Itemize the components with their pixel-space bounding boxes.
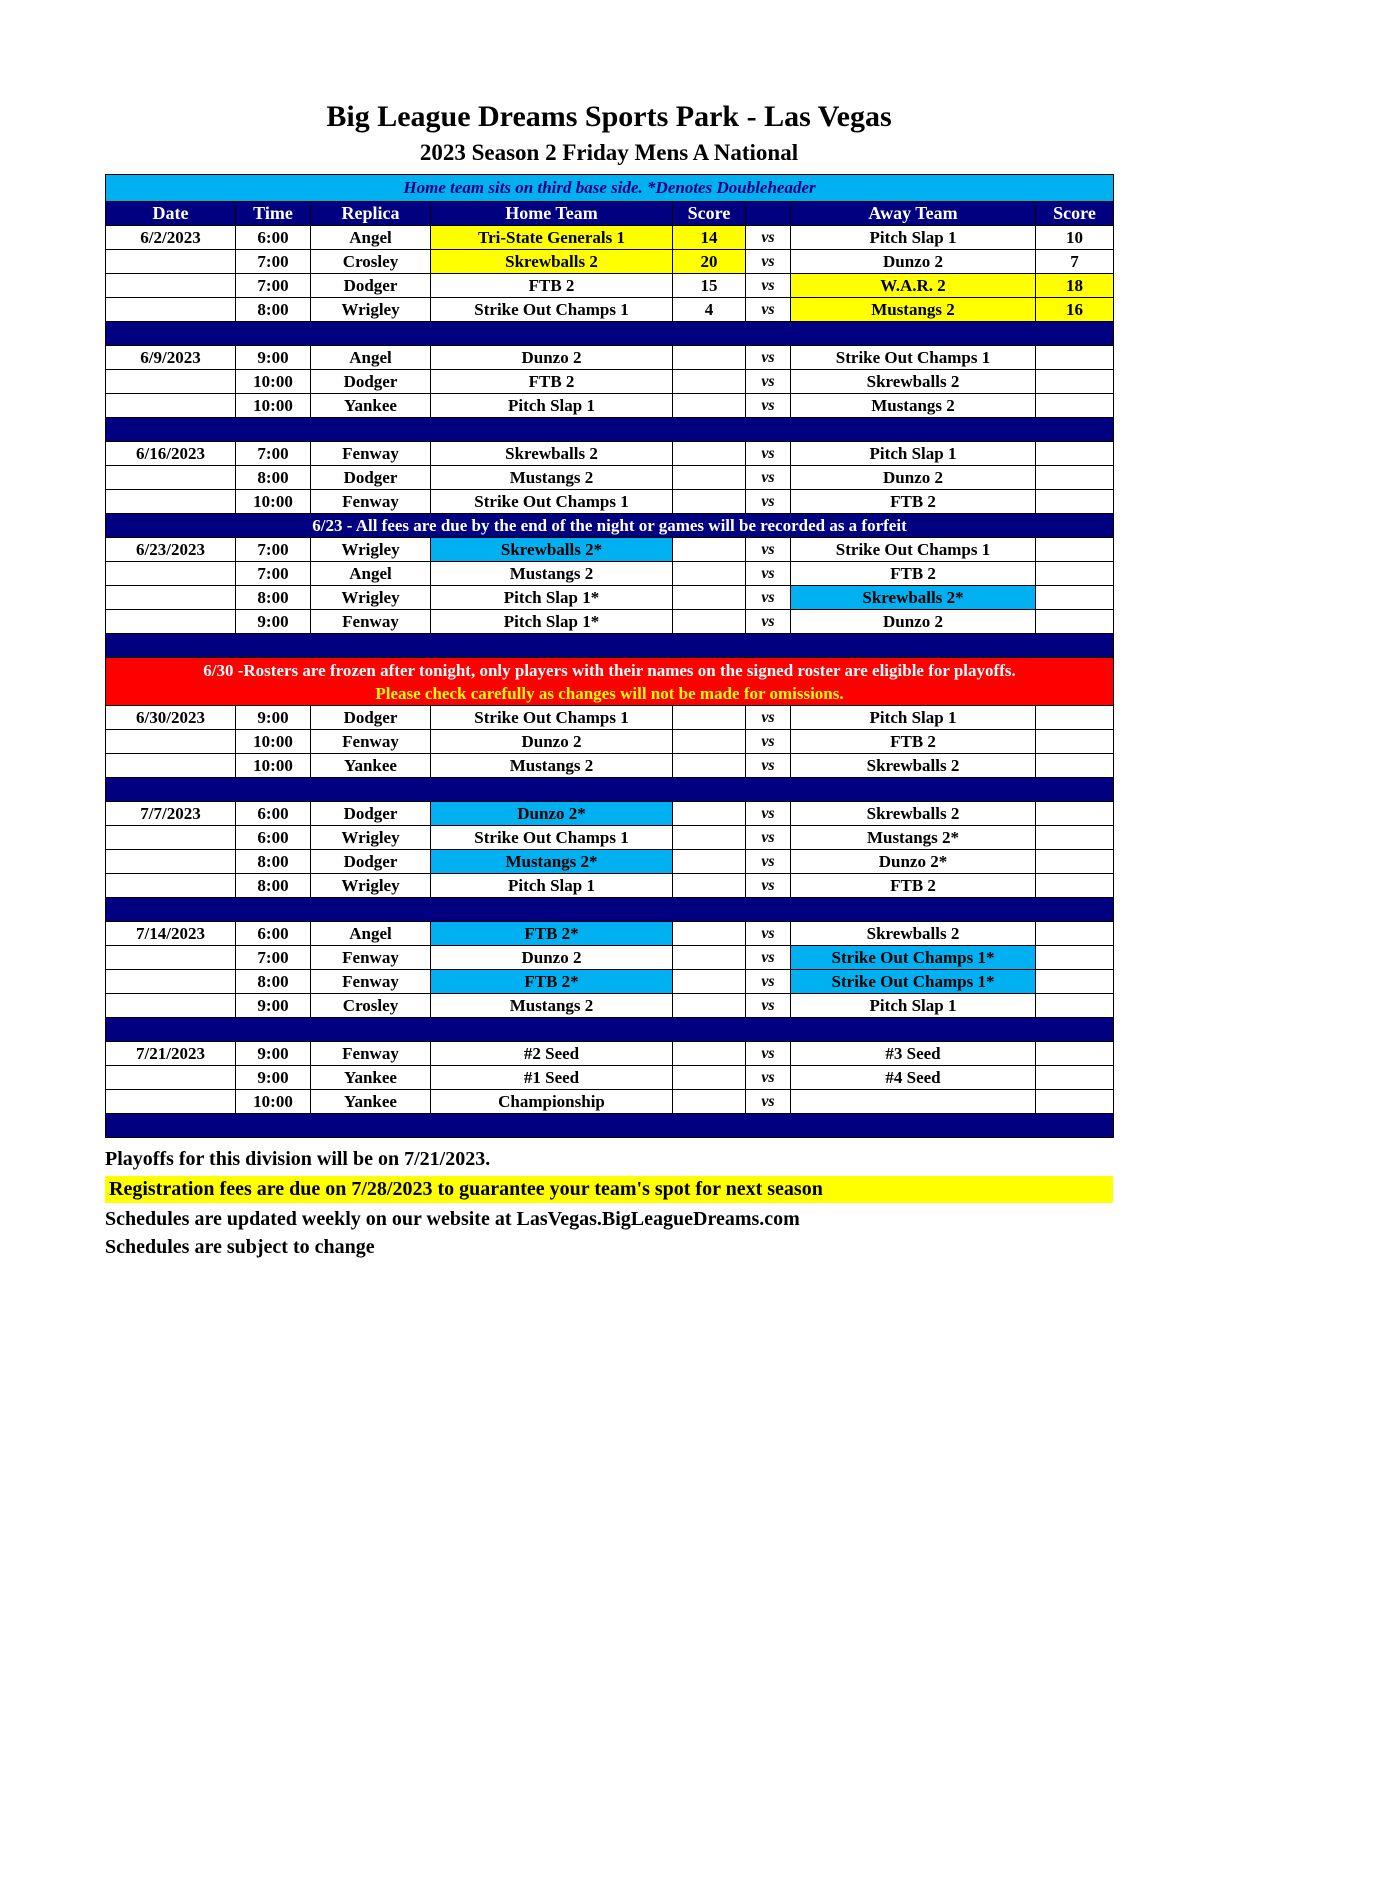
separator-row [106,1018,1114,1042]
separator-row [106,778,1114,802]
away-team-cell: FTB 2 [791,562,1036,586]
vs-label: vs [746,466,791,490]
time-cell: 8:00 [236,586,311,610]
replica-cell: Dodger [311,850,431,874]
vs-label: vs [746,730,791,754]
alert-text [106,658,1114,706]
away-team-cell: Skrewballs 2 [791,802,1036,826]
home-score-cell [673,994,746,1018]
banner-text: Home team sits on third base side. *Denotes Doubleheader [106,175,1114,202]
date-cell [106,490,236,514]
away-score-cell [1036,850,1114,874]
vs-label: vs [746,826,791,850]
away-score-cell [1036,994,1114,1018]
col-header-time: Time [236,202,311,226]
time-cell: 7:00 [236,538,311,562]
home-team-cell: Strike Out Champs 1 [431,298,673,322]
game-row [106,1042,1114,1066]
alert-line: 6/30 -Rosters are frozen after tonight, only players with their names on the signed roster are eligible for playoffs. [203,660,1016,680]
away-score-cell [1036,610,1114,634]
time-cell: 9:00 [236,610,311,634]
date-cell [106,994,236,1018]
home-score-cell [673,538,746,562]
date-cell [106,826,236,850]
date-cell: 6/2/2023 [106,226,236,250]
replica-cell: Fenway [311,946,431,970]
date-cell [106,394,236,418]
away-team-cell: Skrewballs 2 [791,754,1036,778]
away-team-cell: #4 Seed [791,1066,1036,1090]
separator-band [106,634,1114,658]
time-cell: 7:00 [236,562,311,586]
date-cell: 7/21/2023 [106,1042,236,1066]
time-cell: 9:00 [236,1066,311,1090]
footer [105,1148,1113,1259]
date-cell [106,370,236,394]
away-score-cell [1036,706,1114,730]
replica-cell: Fenway [311,730,431,754]
game-row [106,538,1114,562]
vs-label: vs [746,874,791,898]
game-row [106,730,1114,754]
column-header-row [106,202,1114,226]
away-score-cell [1036,586,1114,610]
home-team-cell: FTB 2* [431,970,673,994]
home-team-cell: Strike Out Champs 1 [431,826,673,850]
replica-cell: Dodger [311,706,431,730]
home-score-cell [673,1042,746,1066]
replica-cell: Wrigley [311,586,431,610]
vs-label: vs [746,394,791,418]
game-row [106,586,1114,610]
away-score-cell [1036,538,1114,562]
away-score-cell [1036,922,1114,946]
home-score-cell: 4 [673,298,746,322]
home-team-cell: FTB 2 [431,274,673,298]
separator-band [106,1114,1114,1138]
home-team-cell: Skrewballs 2* [431,538,673,562]
separator-band [106,322,1114,346]
away-team-cell: Dunzo 2 [791,466,1036,490]
page [105,100,1113,1259]
separator-row [106,418,1114,442]
home-team-cell: Mustangs 2 [431,466,673,490]
col-header-date: Date [106,202,236,226]
home-score-cell [673,1066,746,1090]
footer-registration-note: Registration fees are due on 7/28/2023 to guarantee your team's spot for next season [105,1176,1113,1203]
away-score-cell: 16 [1036,298,1114,322]
game-row [106,466,1114,490]
away-team-cell: FTB 2 [791,874,1036,898]
separator-row [106,1114,1114,1138]
away-team-cell: Pitch Slap 1 [791,994,1036,1018]
away-score-cell [1036,346,1114,370]
home-score-cell [673,610,746,634]
date-cell: 6/9/2023 [106,346,236,370]
away-score-cell [1036,466,1114,490]
vs-label: vs [746,802,791,826]
away-score-cell [1036,370,1114,394]
home-team-cell: Tri-State Generals 1 [431,226,673,250]
home-team-cell: Mustangs 2 [431,994,673,1018]
away-score-cell [1036,1042,1114,1066]
away-team-cell: Mustangs 2* [791,826,1036,850]
replica-cell: Angel [311,562,431,586]
home-team-cell: Pitch Slap 1* [431,586,673,610]
vs-label: vs [746,298,791,322]
game-row [106,562,1114,586]
home-team-cell: Strike Out Champs 1 [431,706,673,730]
home-score-cell [673,946,746,970]
date-cell: 7/7/2023 [106,802,236,826]
away-team-cell: Dunzo 2 [791,610,1036,634]
date-cell [106,754,236,778]
time-cell: 9:00 [236,1042,311,1066]
vs-label: vs [746,538,791,562]
separator-band [106,1018,1114,1042]
replica-cell: Dodger [311,370,431,394]
separator-band [106,418,1114,442]
time-cell: 6:00 [236,226,311,250]
away-score-cell [1036,826,1114,850]
home-score-cell [673,826,746,850]
home-score-cell [673,490,746,514]
game-row [106,346,1114,370]
alert-line: Please check carefully as changes will not be made for omissions. [375,683,844,703]
game-row [106,826,1114,850]
home-score-cell [673,442,746,466]
home-team-cell: Skrewballs 2 [431,250,673,274]
time-cell: 7:00 [236,274,311,298]
vs-label: vs [746,754,791,778]
date-cell [106,274,236,298]
home-team-cell: Dunzo 2* [431,802,673,826]
replica-cell: Crosley [311,250,431,274]
away-score-cell: 7 [1036,250,1114,274]
vs-label: vs [746,490,791,514]
home-team-cell: #2 Seed [431,1042,673,1066]
replica-cell: Angel [311,226,431,250]
game-row [106,970,1114,994]
vs-label: vs [746,370,791,394]
home-team-cell: FTB 2* [431,922,673,946]
away-score-cell: 10 [1036,226,1114,250]
vs-label: vs [746,442,791,466]
home-score-cell [673,370,746,394]
game-row [106,994,1114,1018]
vs-label: vs [746,274,791,298]
home-score-cell [673,586,746,610]
time-cell: 8:00 [236,850,311,874]
game-row [106,802,1114,826]
replica-cell: Wrigley [311,874,431,898]
away-team-cell: Pitch Slap 1 [791,226,1036,250]
home-score-cell [673,730,746,754]
away-team-cell: Skrewballs 2 [791,922,1036,946]
game-row [106,706,1114,730]
away-score-cell: 18 [1036,274,1114,298]
home-score-cell [673,970,746,994]
vs-label: vs [746,994,791,1018]
time-cell: 10:00 [236,754,311,778]
replica-cell: Wrigley [311,298,431,322]
away-score-cell [1036,562,1114,586]
home-team-cell: Mustangs 2 [431,562,673,586]
time-cell: 9:00 [236,346,311,370]
separator-row [106,322,1114,346]
replica-cell: Angel [311,922,431,946]
away-team-cell: Skrewballs 2 [791,370,1036,394]
home-team-cell: Mustangs 2* [431,850,673,874]
away-team-cell [791,1090,1036,1114]
date-cell [106,946,236,970]
game-row [106,370,1114,394]
date-cell [106,730,236,754]
date-cell [106,850,236,874]
banner-row [106,175,1114,202]
separator-row [106,634,1114,658]
time-cell: 9:00 [236,706,311,730]
home-score-cell [673,754,746,778]
replica-cell: Fenway [311,490,431,514]
col-header-home-team: Home Team [431,202,673,226]
away-team-cell: Skrewballs 2* [791,586,1036,610]
vs-label: vs [746,1090,791,1114]
home-score-cell [673,466,746,490]
home-score-cell [673,802,746,826]
footer-subject-to-change-note: Schedules are subject to change [105,1236,375,1258]
date-cell [106,874,236,898]
col-header-replica: Replica [311,202,431,226]
away-score-cell [1036,730,1114,754]
date-cell: 6/23/2023 [106,538,236,562]
away-score-cell [1036,970,1114,994]
vs-label: vs [746,850,791,874]
vs-label: vs [746,1066,791,1090]
game-row [106,850,1114,874]
notice-row [106,514,1114,538]
col-header-away-team: Away Team [791,202,1036,226]
vs-label: vs [746,610,791,634]
away-score-cell [1036,874,1114,898]
home-team-cell: Dunzo 2 [431,346,673,370]
time-cell: 10:00 [236,730,311,754]
away-team-cell: W.A.R. 2 [791,274,1036,298]
game-row [106,226,1114,250]
replica-cell: Dodger [311,802,431,826]
separator-band [106,898,1114,922]
page-subtitle: 2023 Season 2 Friday Mens A National [419,140,799,165]
footer-website-note: Schedules are updated weekly on our website at LasVegas.BigLeagueDreams.com [105,1208,800,1230]
time-cell: 10:00 [236,370,311,394]
game-row [106,922,1114,946]
replica-cell: Dodger [311,274,431,298]
home-team-cell: Strike Out Champs 1 [431,490,673,514]
replica-cell: Yankee [311,394,431,418]
home-team-cell: Pitch Slap 1* [431,610,673,634]
col-header-away-score: Score [1036,202,1114,226]
time-cell: 6:00 [236,922,311,946]
date-cell [106,1066,236,1090]
away-score-cell [1036,1090,1114,1114]
replica-cell: Fenway [311,610,431,634]
home-team-cell: Pitch Slap 1 [431,394,673,418]
away-team-cell: Mustangs 2 [791,298,1036,322]
game-row [106,946,1114,970]
home-score-cell: 20 [673,250,746,274]
home-score-cell [673,346,746,370]
away-team-cell: Strike Out Champs 1 [791,538,1036,562]
game-row [106,274,1114,298]
away-score-cell [1036,802,1114,826]
home-team-cell: Championship [431,1090,673,1114]
time-cell: 8:00 [236,874,311,898]
home-team-cell: Pitch Slap 1 [431,874,673,898]
away-team-cell: Dunzo 2 [791,250,1036,274]
vs-label: vs [746,562,791,586]
vs-label: vs [746,346,791,370]
replica-cell: Fenway [311,1042,431,1066]
away-score-cell [1036,946,1114,970]
game-row [106,1066,1114,1090]
time-cell: 8:00 [236,298,311,322]
date-cell [106,610,236,634]
date-cell: 6/16/2023 [106,442,236,466]
alert-row [106,658,1114,706]
time-cell: 7:00 [236,946,311,970]
date-cell: 7/14/2023 [106,922,236,946]
replica-cell: Wrigley [311,826,431,850]
away-score-cell [1036,1066,1114,1090]
away-team-cell: Strike Out Champs 1* [791,970,1036,994]
time-cell: 10:00 [236,490,311,514]
date-cell [106,250,236,274]
away-team-cell: Pitch Slap 1 [791,706,1036,730]
away-score-cell [1036,394,1114,418]
game-row [106,1090,1114,1114]
away-team-cell: FTB 2 [791,730,1036,754]
home-score-cell: 15 [673,274,746,298]
notice-text: 6/23 - All fees are due by the end of the night or games will be recorded as a forfeit [106,514,1114,538]
game-row [106,610,1114,634]
separator-row [106,898,1114,922]
date-cell [106,562,236,586]
date-cell [106,970,236,994]
date-cell [106,466,236,490]
home-score-cell: 14 [673,226,746,250]
away-score-cell [1036,442,1114,466]
vs-label: vs [746,922,791,946]
away-team-cell: Strike Out Champs 1* [791,946,1036,970]
home-team-cell: Dunzo 2 [431,730,673,754]
home-team-cell: Skrewballs 2 [431,442,673,466]
vs-label: vs [746,226,791,250]
home-team-cell: FTB 2 [431,370,673,394]
away-score-cell [1036,754,1114,778]
vs-label: vs [746,586,791,610]
home-team-cell: Mustangs 2 [431,754,673,778]
date-cell [106,586,236,610]
replica-cell: Wrigley [311,538,431,562]
home-team-cell: Dunzo 2 [431,946,673,970]
time-cell: 6:00 [236,826,311,850]
schedule-table [105,174,1114,1138]
vs-label: vs [746,250,791,274]
replica-cell: Fenway [311,970,431,994]
away-team-cell: Dunzo 2* [791,850,1036,874]
home-score-cell [673,706,746,730]
vs-label: vs [746,1042,791,1066]
replica-cell: Angel [311,346,431,370]
time-cell: 10:00 [236,1090,311,1114]
time-cell: 6:00 [236,802,311,826]
date-cell [106,298,236,322]
away-team-cell: Strike Out Champs 1 [791,346,1036,370]
time-cell: 7:00 [236,250,311,274]
home-score-cell [673,1090,746,1114]
home-score-cell [673,394,746,418]
game-row [106,874,1114,898]
col-header-home-score: Score [673,202,746,226]
footer-playoffs-note: Playoffs for this division will be on 7/21/2023. [105,1148,491,1170]
replica-cell: Dodger [311,466,431,490]
away-score-cell [1036,490,1114,514]
game-row [106,394,1114,418]
date-cell: 6/30/2023 [106,706,236,730]
time-cell: 8:00 [236,970,311,994]
page-title: Big League Dreams Sports Park - Las Vegas [326,100,892,133]
home-score-cell [673,850,746,874]
game-row [106,490,1114,514]
replica-cell: Crosley [311,994,431,1018]
away-team-cell: FTB 2 [791,490,1036,514]
replica-cell: Fenway [311,442,431,466]
away-team-cell: Mustangs 2 [791,394,1036,418]
game-row [106,250,1114,274]
replica-cell: Yankee [311,754,431,778]
vs-label: vs [746,970,791,994]
time-cell: 10:00 [236,394,311,418]
game-row [106,442,1114,466]
time-cell: 7:00 [236,442,311,466]
time-cell: 9:00 [236,994,311,1018]
separator-band [106,778,1114,802]
home-score-cell [673,874,746,898]
col-header-vs [746,202,791,226]
vs-label: vs [746,946,791,970]
replica-cell: Yankee [311,1066,431,1090]
home-team-cell: #1 Seed [431,1066,673,1090]
game-row [106,298,1114,322]
time-cell: 8:00 [236,466,311,490]
date-cell [106,1090,236,1114]
replica-cell: Yankee [311,1090,431,1114]
away-team-cell: Pitch Slap 1 [791,442,1036,466]
home-score-cell [673,922,746,946]
game-row [106,754,1114,778]
home-score-cell [673,562,746,586]
away-team-cell: #3 Seed [791,1042,1036,1066]
vs-label: vs [746,706,791,730]
